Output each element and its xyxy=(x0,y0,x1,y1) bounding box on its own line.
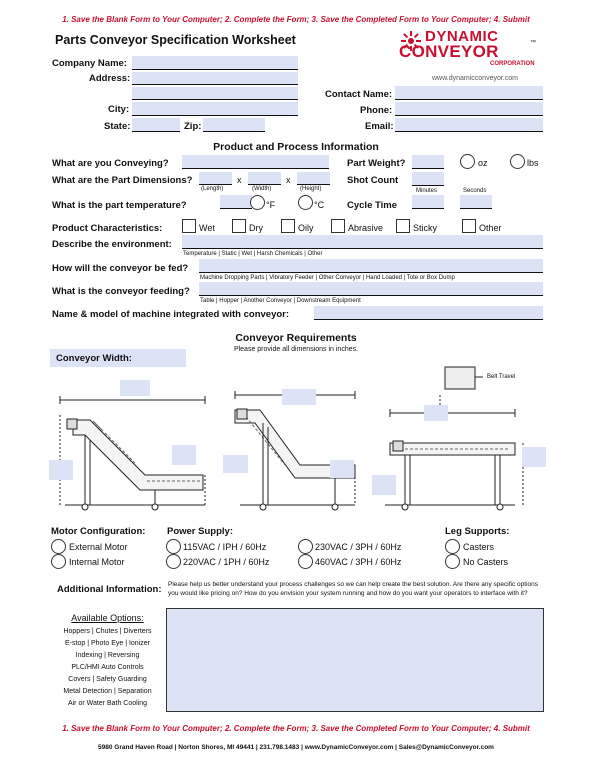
requirements-subtitle: Please provide all dimensions in inches. xyxy=(233,346,359,353)
diagram2-height-field[interactable] xyxy=(330,460,354,478)
sticky-checkbox[interactable] xyxy=(396,219,410,233)
website-text: www.dynamicconveyor.com xyxy=(432,75,518,82)
fed-label: How will the conveyor be fed? xyxy=(52,263,189,274)
fed-field[interactable] xyxy=(199,259,543,272)
state-label: State: xyxy=(104,121,131,132)
product-section-title: Product and Process Information xyxy=(213,141,379,153)
additional-info-textarea[interactable] xyxy=(166,608,544,712)
conveyor-width-label: Conveyor Width: xyxy=(56,353,132,364)
diagram3-height-field[interactable] xyxy=(522,447,546,467)
leg-supports-label: Leg Supports: xyxy=(445,526,510,537)
casters-radio[interactable] xyxy=(445,539,460,554)
footer-contact: 5980 Grand Haven Road | Norton Shores, MI 49441 | 231.798.1483 | www.DynamicConveyor.com | Sales@DynamicConveyor.com xyxy=(98,744,494,751)
conveying-field[interactable] xyxy=(182,155,329,168)
power-115vac-radio[interactable] xyxy=(166,539,181,554)
email-field[interactable] xyxy=(395,118,543,131)
diagram2-length-field[interactable] xyxy=(282,389,316,405)
instructions-banner-top: 1. Save the Blank Form to Your Computer; 2. Complete the Form; 3. Save the Completed Form to Your Computer; 4. Submit xyxy=(62,15,530,24)
feeding-field[interactable] xyxy=(199,282,543,295)
feeding-label: What is the conveyor feeding? xyxy=(52,286,190,297)
power-supply-label: Power Supply: xyxy=(167,526,233,537)
diagram1-infeed-height-field[interactable] xyxy=(49,460,73,480)
address-line1-field[interactable] xyxy=(132,72,298,84)
fed-hint: Machine Dropping Parts | Vibratory Feeder | Other Conveyor | Hand Loaded | Tote or Box Dump xyxy=(200,275,455,281)
shot-count-field[interactable] xyxy=(412,172,444,185)
diagram2-infeed-field[interactable] xyxy=(372,475,396,495)
environment-label: Describe the environment: xyxy=(52,239,172,250)
wet-checkbox[interactable] xyxy=(182,219,196,233)
city-field[interactable] xyxy=(132,102,298,115)
external-motor-radio[interactable] xyxy=(51,539,66,554)
fahrenheit-radio[interactable] xyxy=(250,195,265,210)
dimensions-label: What are the Part Dimensions? xyxy=(52,175,193,186)
zip-field[interactable] xyxy=(203,118,265,131)
motor-config-label: Motor Configuration: xyxy=(51,526,146,537)
oily-checkbox[interactable] xyxy=(281,219,295,233)
address-line2-field[interactable] xyxy=(132,87,298,99)
cycle-time-label: Cycle Time xyxy=(347,200,397,211)
email-label: Email: xyxy=(365,121,394,132)
abrasive-checkbox[interactable] xyxy=(331,219,345,233)
power-230vac-radio[interactable] xyxy=(298,539,313,554)
environment-field[interactable] xyxy=(182,235,543,248)
lbs-radio[interactable] xyxy=(510,154,525,169)
power-460vac-radio[interactable] xyxy=(298,554,313,569)
dry-checkbox[interactable] xyxy=(232,219,246,233)
company-logo: DYNAMIC CONVEYOR ™ CORPORATION xyxy=(399,28,536,67)
address-label: Address: xyxy=(89,73,131,84)
part-weight-label: Part Weight? xyxy=(347,158,406,169)
conveying-label: What are you Conveying? xyxy=(52,158,169,169)
requirements-section-title: Conveyor Requirements xyxy=(235,332,357,344)
company-name-label: Company Name: xyxy=(52,58,127,69)
diagram1-length-field[interactable] xyxy=(120,380,150,396)
characteristics-label: Product Characteristics: xyxy=(52,223,163,234)
environment-hint: Temperature | Static | Wet | Harsh Chemicals | Other xyxy=(183,251,323,257)
other-checkbox[interactable] xyxy=(462,219,476,233)
celsius-radio[interactable] xyxy=(298,195,313,210)
phone-label: Phone: xyxy=(360,105,393,116)
machine-label: Name & model of machine integrated with conveyor: xyxy=(52,309,290,320)
internal-motor-radio[interactable] xyxy=(51,554,66,569)
additional-info-label: Additional Information: xyxy=(57,584,162,595)
instructions-banner-bottom: 1. Save the Blank Form to Your Computer; 2. Complete the Form; 3. Save the Completed Form to Your Computer; 4. Submit xyxy=(62,724,530,733)
machine-field[interactable] xyxy=(314,306,543,319)
cycle-seconds-field[interactable] xyxy=(460,195,492,208)
oz-label: oz xyxy=(478,158,488,168)
page-title: Parts Conveyor Specification Worksheet xyxy=(55,33,296,47)
contact-name-label: Contact Name: xyxy=(325,89,393,100)
phone-field[interactable] xyxy=(395,102,543,115)
company-name-field[interactable] xyxy=(132,56,298,69)
city-label: City: xyxy=(108,104,130,115)
additional-info-help: Please help us better understand your process challenges so we can help create the best solution. Are there any specific options you would like pricing on? How do you envision your system running and how do you want your operators to interface with it? xyxy=(168,581,539,597)
width-field[interactable] xyxy=(248,172,281,184)
height-field[interactable] xyxy=(297,172,330,184)
diagram1-tail-length-field[interactable] xyxy=(223,455,248,473)
cycle-minutes-field[interactable] xyxy=(412,195,444,208)
belt-travel-label: Belt Travel xyxy=(487,374,516,380)
oz-radio[interactable] xyxy=(460,154,475,169)
diagram1-discharge-height-field[interactable] xyxy=(172,445,196,465)
lbs-label: lbs xyxy=(527,158,539,168)
power-220vac-radio[interactable] xyxy=(166,554,181,569)
diagram3-length-field[interactable] xyxy=(424,405,448,421)
contact-name-field[interactable] xyxy=(395,86,543,99)
shot-count-label: Shot Count xyxy=(347,175,399,186)
feeding-hint: Table | Hopper | Another Conveyor | Downstream Equipment xyxy=(200,298,361,304)
temperature-label: What is the part temperature? xyxy=(52,200,187,211)
available-options-title: Available Options: xyxy=(71,613,144,623)
zip-label: Zip: xyxy=(184,121,202,132)
temperature-field[interactable] xyxy=(220,195,252,208)
no-casters-radio[interactable] xyxy=(445,554,460,569)
state-field[interactable] xyxy=(132,118,180,131)
length-field[interactable] xyxy=(199,172,232,184)
part-weight-field[interactable] xyxy=(412,155,444,168)
